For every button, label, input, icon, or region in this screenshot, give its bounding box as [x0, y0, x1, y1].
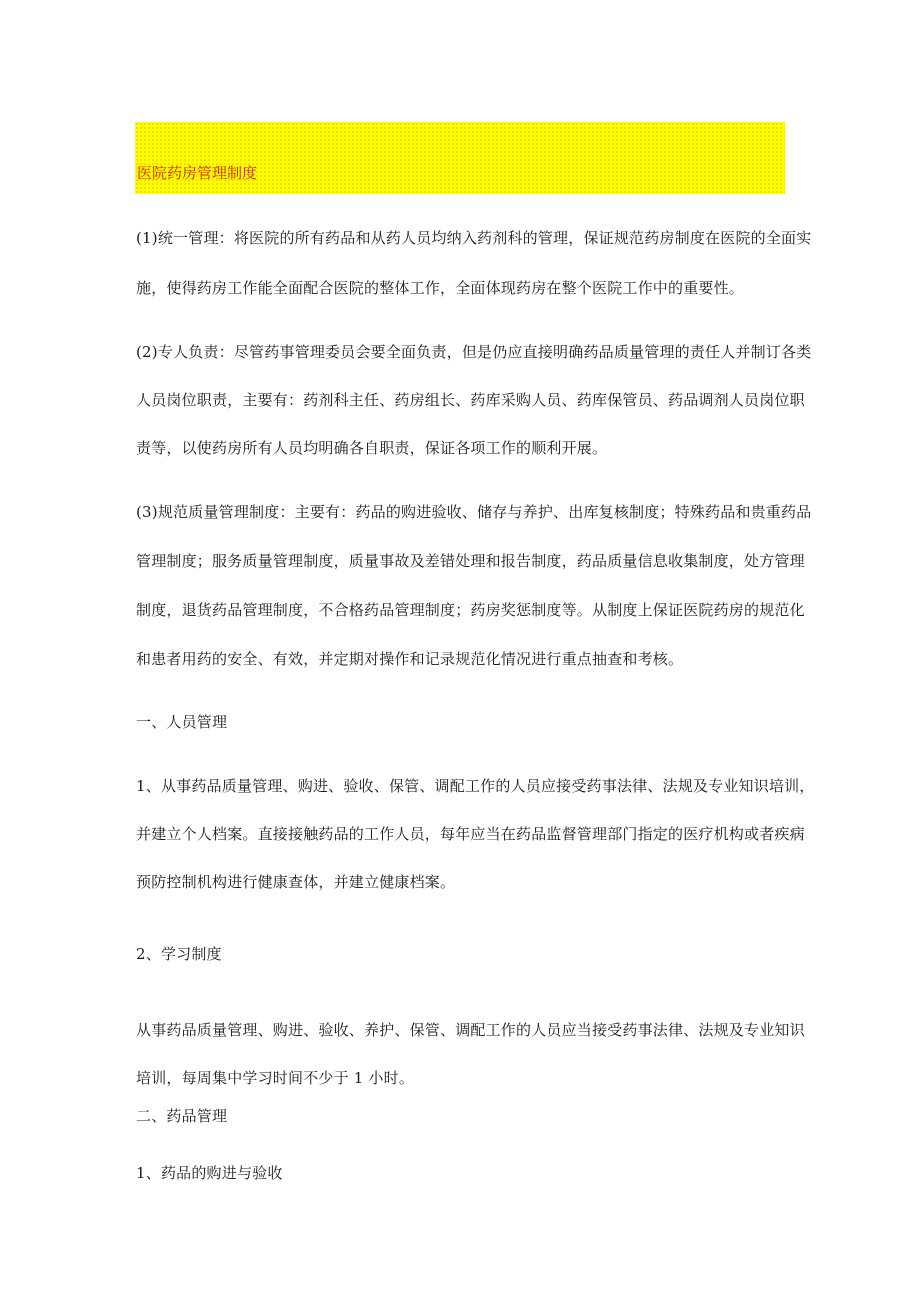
subsection-heading: 1、药品的购进与验收 — [136, 1164, 283, 1182]
paragraph-line: 责等，以使药房所有人员均明确各自职责，保证各项工作的顺利开展。 — [136, 439, 608, 457]
paragraph-line: 1、从事药品质量管理、购进、验收、保管、调配工作的人员应接受药事法律、法规及专业知识培训， — [136, 777, 815, 795]
paragraph-line: 管理制度；服务质量管理制度，质量事故及差错处理和报告制度，药品质量信息收集制度，处方管理 — [136, 552, 805, 570]
paragraph-line: 制度，退货药品管理制度，不合格药品管理制度；药房奖惩制度等。从制度上保证医院药房的规范化 — [136, 601, 805, 619]
paragraph-line: 并建立个人档案。直接接触药品的工作人员，每年应当在药品监督管理部门指定的医疗机构或者疾病 — [136, 825, 805, 843]
subsection-heading: 2、学习制度 — [136, 945, 222, 963]
paragraph-line: 施，使得药房工作能全面配合医院的整体工作，全面体现药房在整个医院工作中的重要性。 — [136, 279, 745, 297]
paragraph-line: 从事药品质量管理、购进、验收、养护、保管、调配工作的人员应当接受药事法律、法规及专业知识 — [136, 1021, 805, 1039]
paragraph-line: 预防控制机构进行健康查体，并建立健康档案。 — [136, 873, 456, 891]
paragraph-line: (3)规范质量管理制度：主要有：药品的购进验收、储存与养护、出库复核制度；特殊药品和贵重药品 — [136, 503, 812, 521]
section-heading: 一、人员管理 — [136, 713, 228, 731]
document-title: 医院药房管理制度 — [137, 164, 258, 182]
paragraph-line: 和患者用药的安全、有效，并定期对操作和记录规范化情况进行重点抽查和考核。 — [136, 650, 684, 668]
paragraph-line: (1)统一管理：将医院的所有药品和从药人员均纳入药剂科的管理，保证规范药房制度在医院的全面实 — [136, 229, 812, 247]
title-highlight-band — [135, 122, 785, 194]
paragraph-line: 人员岗位职责，主要有：药剂科主任、药房组长、药库采购人员、药库保管员、药品调剂人员岗位职 — [136, 391, 805, 409]
paragraph-line: 培训，每周集中学习时间不少于 1 小时。 — [136, 1069, 415, 1087]
paragraph-line: (2)专人负责：尽管药事管理委员会要全面负责，但是仍应直接明确药品质量管理的责任人并制订各类 — [136, 343, 812, 361]
section-heading: 二、药品管理 — [136, 1107, 228, 1125]
